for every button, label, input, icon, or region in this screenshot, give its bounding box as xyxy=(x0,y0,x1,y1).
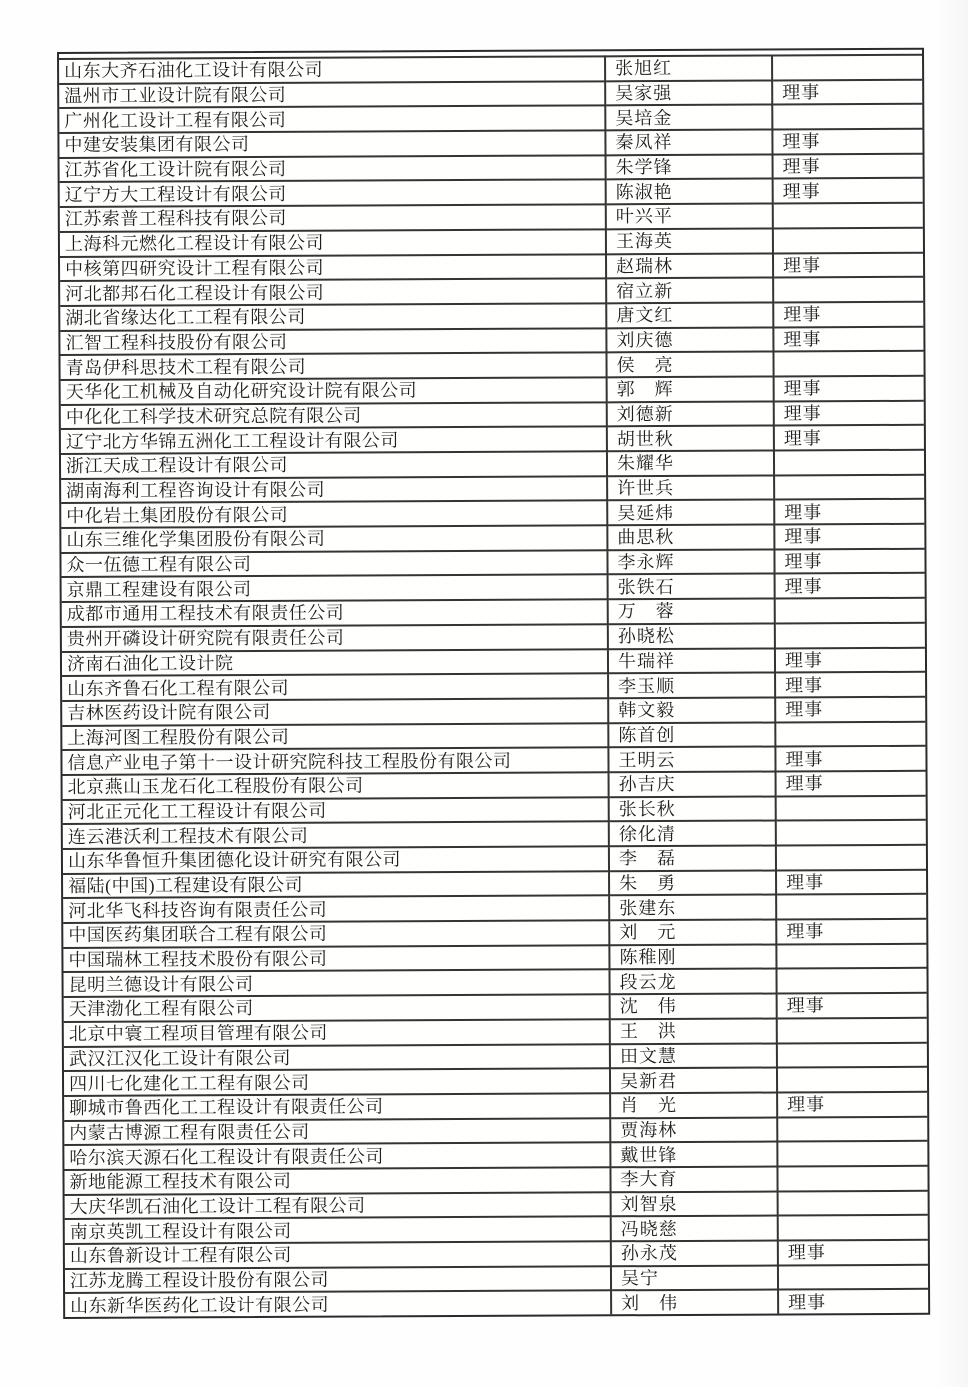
name-cell: 秦凤祥 xyxy=(605,130,772,156)
name-cell: 徐化清 xyxy=(609,821,776,847)
name-cell: 刘 伟 xyxy=(611,1290,778,1315)
company-cell: 南京英凯工程设计有限公司 xyxy=(65,1217,611,1244)
name-cell: 李大育 xyxy=(610,1166,777,1192)
name-cell: 曲思秋 xyxy=(607,525,774,551)
role-cell xyxy=(777,1067,927,1092)
company-cell: 中国瑞林工程技术股份有限公司 xyxy=(63,945,609,972)
name-cell: 李玉顺 xyxy=(608,673,775,699)
company-cell: 信息产业电子第十一设计研究院科技工程股份有限公司 xyxy=(62,748,608,775)
name-cell: 陈稚刚 xyxy=(609,944,776,970)
role-cell xyxy=(772,104,922,129)
role-cell xyxy=(776,944,926,969)
member-roster-table-frame xyxy=(57,48,930,1319)
company-cell: 江苏索普工程科技有限公司 xyxy=(60,204,606,231)
company-cell: 河北正元化工工程设计有限公司 xyxy=(63,797,609,824)
name-cell: 贾海林 xyxy=(610,1117,777,1143)
name-cell: 刘庆德 xyxy=(606,327,773,353)
company-cell: 山东齐鲁石化工程有限公司 xyxy=(62,674,608,701)
name-cell: 戴世锋 xyxy=(610,1142,777,1168)
company-cell: 青岛伊科思技术工程有限公司 xyxy=(60,353,606,380)
company-cell: 济南石油化工设计院 xyxy=(62,649,608,676)
name-cell: 张铁石 xyxy=(608,574,775,600)
name-cell: 朱 勇 xyxy=(609,870,776,896)
company-cell: 内蒙古博源工程有限责任公司 xyxy=(64,1118,610,1145)
role-cell: 理事 xyxy=(776,869,926,894)
role-cell: 理事 xyxy=(773,178,923,203)
company-cell: 中建安装集团有限公司 xyxy=(59,130,605,157)
company-cell: 四川七化建化工工程有限公司 xyxy=(64,1068,610,1095)
role-cell: 理事 xyxy=(773,326,923,351)
name-cell: 孙永茂 xyxy=(611,1240,778,1266)
role-cell xyxy=(777,1166,927,1191)
company-cell: 辽宁方大工程设计有限公司 xyxy=(60,180,606,207)
role-cell: 理事 xyxy=(773,154,923,179)
table-body xyxy=(59,55,928,1317)
role-cell xyxy=(778,1215,928,1240)
name-cell: 李 磊 xyxy=(609,845,776,871)
company-cell: 吉林医药设计院有限公司 xyxy=(62,698,608,725)
company-cell: 贵州开磷设计研究院有限责任公司 xyxy=(62,624,608,651)
name-cell: 王海英 xyxy=(606,228,773,254)
name-cell: 段云龙 xyxy=(609,969,776,995)
role-cell: 理事 xyxy=(777,993,927,1018)
role-cell xyxy=(776,894,926,919)
role-cell xyxy=(776,820,926,845)
role-cell: 理事 xyxy=(774,376,924,401)
company-cell: 武汉江汉化工设计有限公司 xyxy=(64,1044,610,1071)
company-cell: 哈尔滨天源石化工程设计有限责任公司 xyxy=(64,1143,610,1170)
table-row xyxy=(65,1289,928,1317)
company-cell: 湖北省缘达化工工程有限公司 xyxy=(60,303,606,330)
role-cell xyxy=(773,203,923,228)
name-cell: 孙晓松 xyxy=(608,623,775,649)
name-cell: 李永辉 xyxy=(607,549,774,575)
name-cell: 吴新君 xyxy=(610,1068,777,1094)
role-cell xyxy=(773,228,923,253)
role-cell: 理事 xyxy=(778,1240,928,1265)
company-cell: 上海科元燃化工程设计有限公司 xyxy=(60,229,606,256)
company-cell: 上海河图工程股份有限公司 xyxy=(62,723,608,750)
company-cell: 聊城市鲁西化工工程设计有限责任公司 xyxy=(64,1093,610,1120)
company-cell: 河北华飞科技咨询有限责任公司 xyxy=(63,896,609,923)
name-cell: 朱学锋 xyxy=(606,154,773,180)
company-cell: 北京中寰工程项目管理有限公司 xyxy=(64,1019,610,1046)
role-cell xyxy=(776,845,926,870)
company-cell: 北京燕山玉龙石化工程股份有限公司 xyxy=(63,772,609,799)
name-cell: 吴宁 xyxy=(611,1265,778,1291)
company-cell: 广州化工设计工程有限公司 xyxy=(59,106,605,133)
company-cell: 中核第四研究设计工程有限公司 xyxy=(60,254,606,281)
role-cell: 理事 xyxy=(778,1289,928,1313)
name-cell: 胡世秋 xyxy=(607,426,774,452)
company-cell: 连云港沃利工程技术有限公司 xyxy=(63,822,609,849)
name-cell: 韩文毅 xyxy=(608,697,775,723)
company-cell: 昆明兰德设计有限公司 xyxy=(63,970,609,997)
name-cell: 朱耀华 xyxy=(607,451,774,477)
company-cell: 山东新华医药化工设计有限公司 xyxy=(65,1291,611,1317)
company-cell: 中化化工科学技术研究总院有限公司 xyxy=(61,402,607,429)
role-cell xyxy=(775,598,925,623)
company-cell: 成都市通用工程技术有限责任公司 xyxy=(62,599,608,626)
name-cell: 张建东 xyxy=(609,895,776,921)
role-cell: 理事 xyxy=(777,1092,927,1117)
name-cell: 田文慧 xyxy=(610,1043,777,1069)
name-cell: 侯 亮 xyxy=(606,352,773,378)
company-cell: 山东华鲁恒升集团德化设计研究有限公司 xyxy=(63,846,609,873)
name-cell: 陈首创 xyxy=(608,722,775,748)
role-cell: 理事 xyxy=(774,400,924,425)
name-cell: 张长秋 xyxy=(609,796,776,822)
name-cell: 刘德新 xyxy=(607,401,774,427)
name-cell: 赵瑞林 xyxy=(606,253,773,279)
role-cell xyxy=(772,55,922,80)
role-cell xyxy=(774,474,924,499)
role-cell: 理事 xyxy=(776,771,926,796)
role-cell: 理事 xyxy=(774,549,924,574)
company-cell: 中国医药集团联合工程有限公司 xyxy=(63,920,609,947)
role-cell: 理事 xyxy=(773,252,923,277)
role-cell: 理事 xyxy=(773,302,923,327)
company-cell: 汇智工程科技股份有限公司 xyxy=(60,328,606,355)
company-cell: 湖南海利工程咨询设计有限公司 xyxy=(61,476,607,503)
role-cell: 理事 xyxy=(774,499,924,524)
role-cell: 理事 xyxy=(775,697,925,722)
role-cell xyxy=(777,1141,927,1166)
name-cell: 孙吉庆 xyxy=(609,771,776,797)
role-cell: 理事 xyxy=(775,746,925,771)
scan-edge-shadow xyxy=(938,0,968,1387)
role-cell: 理事 xyxy=(772,129,922,154)
company-cell: 山东大齐石油化工设计有限公司 xyxy=(59,56,605,83)
company-cell: 众一伍德工程有限公司 xyxy=(61,550,607,577)
company-cell: 江苏龙腾工程设计股份有限公司 xyxy=(65,1266,611,1293)
company-cell: 温州市工业设计院有限公司 xyxy=(59,81,605,108)
name-cell: 刘智泉 xyxy=(611,1191,778,1217)
company-cell: 天华化工机械及自动化研究设计院有限公司 xyxy=(61,377,607,404)
role-cell: 理事 xyxy=(774,524,924,549)
role-cell xyxy=(775,623,925,648)
role-cell xyxy=(777,1018,927,1043)
role-cell: 理事 xyxy=(772,79,922,104)
name-cell: 许世兵 xyxy=(607,475,774,501)
role-cell xyxy=(773,351,923,376)
company-cell: 中化岩土集团股份有限公司 xyxy=(61,501,607,528)
role-cell xyxy=(775,721,925,746)
company-cell: 辽宁北方华锦五洲化工工程设计有限公司 xyxy=(61,427,607,454)
company-cell: 山东三维化学集团股份有限公司 xyxy=(61,525,607,552)
name-cell: 陈淑艳 xyxy=(606,179,773,205)
name-cell: 冯晓慈 xyxy=(611,1216,778,1242)
company-cell: 大庆华凯石油化工设计工程有限公司 xyxy=(65,1192,611,1219)
role-cell xyxy=(776,795,926,820)
name-cell: 肖 光 xyxy=(610,1092,777,1118)
role-cell xyxy=(778,1264,928,1289)
name-cell: 吴家强 xyxy=(605,80,772,106)
name-cell: 郭 辉 xyxy=(607,376,774,402)
name-cell: 刘 元 xyxy=(609,920,776,946)
role-cell: 理事 xyxy=(775,672,925,697)
role-cell: 理事 xyxy=(774,425,924,450)
member-roster-table xyxy=(59,54,928,1317)
role-cell xyxy=(777,1042,927,1067)
company-cell: 江苏省化工设计院有限公司 xyxy=(60,155,606,182)
name-cell: 叶兴平 xyxy=(606,204,773,230)
company-cell: 福陆(中国)工程建设有限公司 xyxy=(63,871,609,898)
role-cell xyxy=(774,450,924,475)
name-cell: 宿立新 xyxy=(606,278,773,304)
role-cell: 理事 xyxy=(775,573,925,598)
role-cell xyxy=(777,1116,927,1141)
company-cell: 浙江天成工程设计有限公司 xyxy=(61,451,607,478)
name-cell: 牛瑞祥 xyxy=(608,648,775,674)
name-cell: 吴培金 xyxy=(605,105,772,131)
name-cell: 王 洪 xyxy=(610,1018,777,1044)
role-cell xyxy=(776,968,926,993)
name-cell: 唐文红 xyxy=(606,302,773,328)
company-cell: 新地能源工程技术有限公司 xyxy=(64,1167,610,1194)
role-cell xyxy=(773,277,923,302)
name-cell: 王明云 xyxy=(608,747,775,773)
role-cell: 理事 xyxy=(775,647,925,672)
company-cell: 天津渤化工程有限公司 xyxy=(64,994,610,1021)
role-cell: 理事 xyxy=(776,919,926,944)
company-cell: 京鼎工程建设有限公司 xyxy=(62,575,608,602)
company-cell: 河北都邦石化工程设计有限公司 xyxy=(60,279,606,306)
name-cell: 张旭红 xyxy=(605,56,772,82)
name-cell: 万 蓉 xyxy=(608,599,775,625)
role-cell xyxy=(778,1190,928,1215)
name-cell: 吴延炜 xyxy=(607,500,774,526)
company-cell: 山东鲁新设计工程有限公司 xyxy=(65,1241,611,1268)
name-cell: 沈 伟 xyxy=(610,994,777,1020)
